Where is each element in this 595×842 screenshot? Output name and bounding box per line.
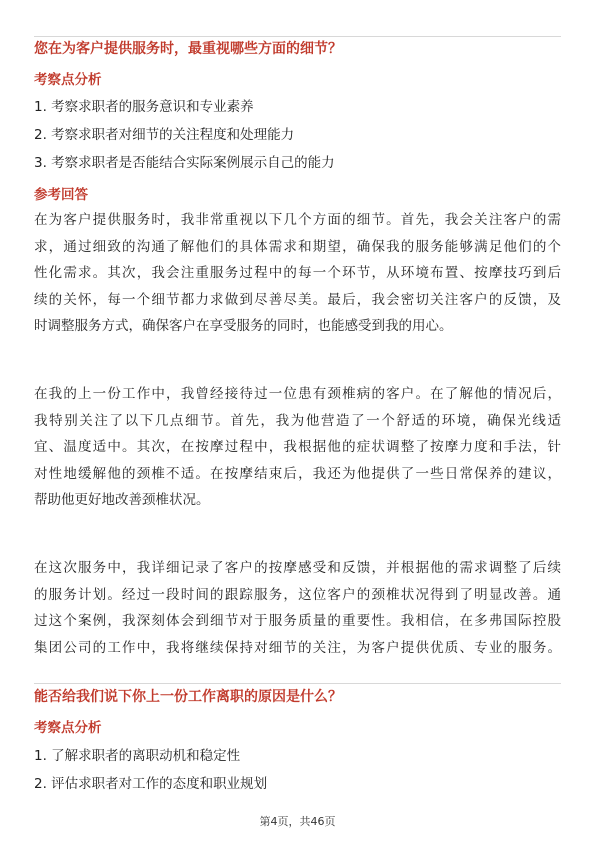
answer-paragraph [34,381,561,514]
paragraph-line: 宜、温度适中。其次，在按摩过程中，我根据他的症状调整了按摩力度和手法，针 [34,439,561,455]
paragraph-line: 时调整服务方式，确保客户在享受服务的同时，也能感受到我的用心。 [34,318,453,334]
page-number: 第4页，共46页 [259,815,336,828]
analysis-heading: 考察点分析 [34,720,102,736]
analysis-point: 2. 评估求职者对工作的态度和职业规划 [34,776,268,792]
paragraph-line: 的服务计划。经过一段时间的跟踪服务，这位客户的颈椎状况得到了明显改善。通 [34,586,561,603]
analysis-point: 1. 了解求职者的离职动机和稳定性 [34,748,241,764]
paragraph-line: 集团公司的工作中，我将继续保持对细节的关注，为客户提供优质、专业的服务。 [34,639,561,656]
paragraph-line: 在我的上一份工作中，我曾经接待过一位患有颈椎病的客户。在了解他的情况后， [34,386,561,402]
paragraph-line: 我特别关注了以下几点细节。首先，我为他营造了一个舒适的环境，确保光线适 [34,412,561,429]
paragraph-line: 性化需求。其次，我会注重服务过程中的每一个环节，从环境布置、按摩技巧到后 [34,265,561,281]
paragraph-line: 过这个案例，我深刻体会到细节对于服务质量的重要性。我相信，在多弗国际控股 [34,613,561,629]
paragraph-line: 续的关怀，每一个细节都力求做到尽善尽美。最后，我会密切关注客户的反馈，及 [34,291,561,308]
analysis-point: 1. 考察求职者的服务意识和专业素养 [34,99,254,115]
paragraph-line: 求，通过细致的沟通了解他们的具体需求和期望，确保我的服务能够满足他们的个 [34,238,561,255]
paragraph-line: 在为客户提供服务时，我非常重视以下几个方面的细节。首先，我会关注客户的需 [34,212,561,228]
question-title: 您在为客户提供服务时，最重视哪些方面的细节？ [34,41,342,57]
section-divider [34,683,561,684]
analysis-point: 2. 考察求职者对细节的关注程度和处理能力 [34,127,295,143]
paragraph-line: 在这次服务中，我详细记录了客户的按摩感受和反馈，并根据他的需求调整了后续 [34,560,561,576]
section-divider [34,36,561,37]
answer-paragraph [34,555,561,661]
analysis-heading: 考察点分析 [34,72,102,88]
paragraph-line: 帮助他更好地改善颈椎状况。 [34,492,210,508]
answer-paragraph [34,207,561,340]
paragraph-line: 对性地缓解他的颈椎不适。在按摩结束后，我还为他提供了一些日常保养的建议， [34,465,561,482]
answer-heading: 参考回答 [34,187,88,203]
analysis-point: 3. 考察求职者是否能结合实际案例展示自己的能力 [34,155,335,171]
question-title: 能否给我们说下你上一份工作离职的原因是什么？ [34,689,342,705]
